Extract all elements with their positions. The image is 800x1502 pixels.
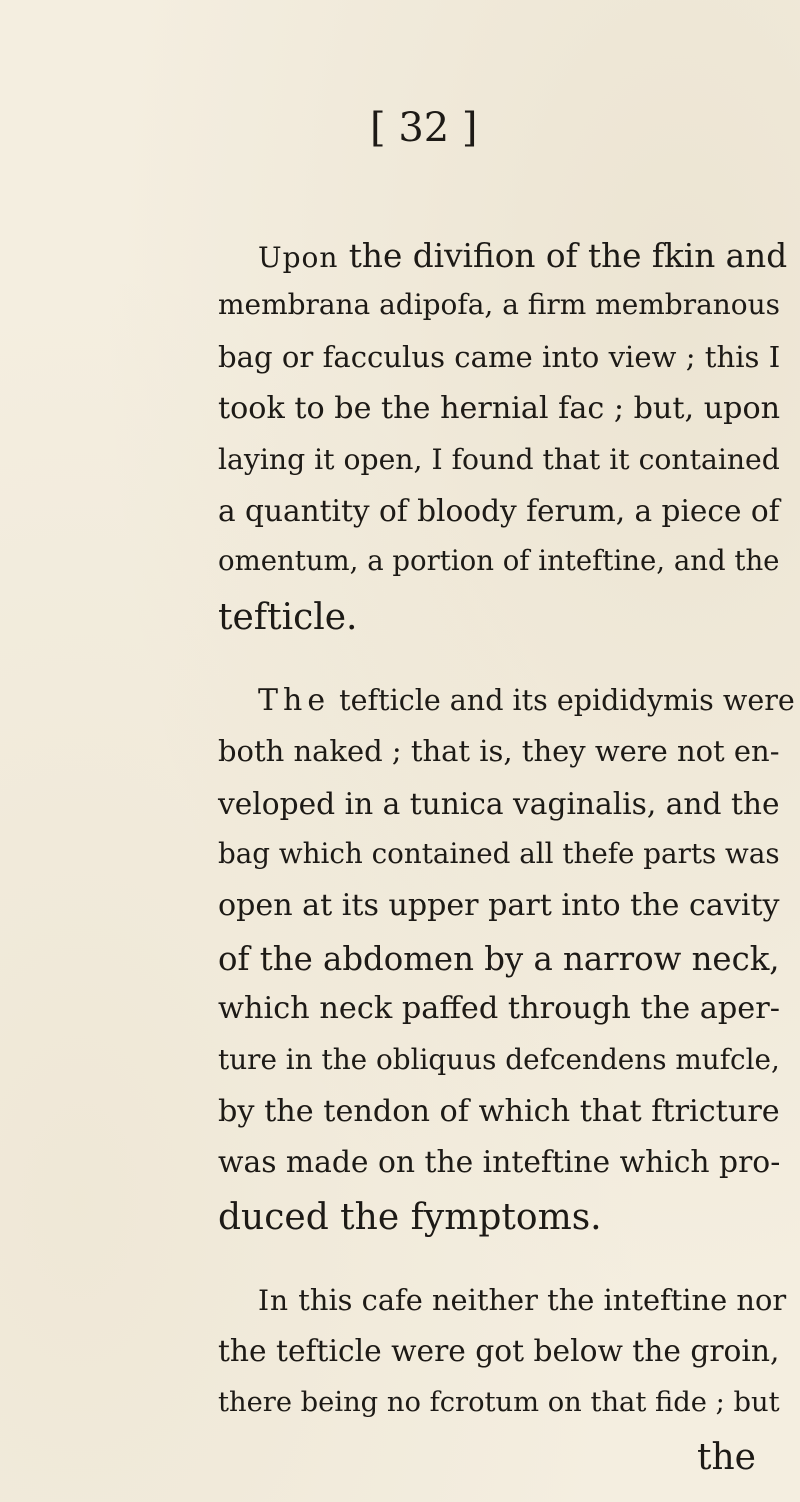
page-number: [ 32 ] bbox=[370, 105, 478, 151]
paragraph-2-line-6: of the abdomen by a narrow neck, bbox=[218, 939, 780, 978]
paragraph-1-line-1: Upon the divifion of the fkin and bbox=[258, 237, 788, 275]
paragraph-2-line-4: bag which contained all thefe parts was bbox=[218, 837, 780, 870]
paragraph-2-line-3: veloped in a tunica vaginalis, and the bbox=[218, 785, 780, 821]
paragraph-2-lead: The bbox=[258, 682, 331, 718]
paragraph-1-line-4: took to be the hernial fac ; but, upon bbox=[218, 391, 781, 427]
paragraph-2-line-5: open at its upper part into the cavity bbox=[218, 888, 780, 924]
paragraph-3-line-1: In this cafe neither the inteftine nor bbox=[258, 1282, 787, 1317]
paragraph-1-lead: Upon bbox=[258, 241, 339, 274]
paragraph-1-line-3: bag or facculus came into view ; this I bbox=[218, 339, 781, 374]
paragraph-3-lead: In bbox=[258, 1283, 290, 1317]
paragraph-1-line-5: laying it open, I found that it contained bbox=[218, 442, 780, 476]
paragraph-2-line-8: ture in the obliquus defcendens mufcle, bbox=[218, 1042, 780, 1076]
paragraph-1-line-7: omentum, a portion of inteftine, and the bbox=[218, 545, 780, 578]
paragraph-3-line-3: there being no fcrotum on that fide ; but bbox=[218, 1386, 780, 1418]
catchword: the bbox=[697, 1437, 756, 1478]
paragraph-2-line-9: by the tendon of which that ftricture bbox=[218, 1093, 780, 1129]
paragraph-3-line-2: the tefticle were got below the groin, bbox=[218, 1334, 780, 1370]
paragraph-2-line-1: The tefticle and its epididymis were bbox=[258, 682, 795, 718]
paragraph-1-line-8: tefticle. bbox=[218, 596, 358, 638]
paragraph-1-line-2: membrana adipofa, a firm membranous bbox=[218, 288, 780, 322]
paragraph-2-line-11: duced the fymptoms. bbox=[218, 1196, 602, 1238]
paragraph-2-line-7: which neck paffed through the aper- bbox=[218, 991, 780, 1027]
paragraph-1-line-6: a quantity of bloody ferum, a piece of bbox=[218, 493, 780, 528]
paragraph-2-line-10: was made on the inteftine which pro- bbox=[218, 1145, 781, 1181]
paragraph-2-line-2: both naked ; that is, they were not en- bbox=[218, 734, 780, 769]
